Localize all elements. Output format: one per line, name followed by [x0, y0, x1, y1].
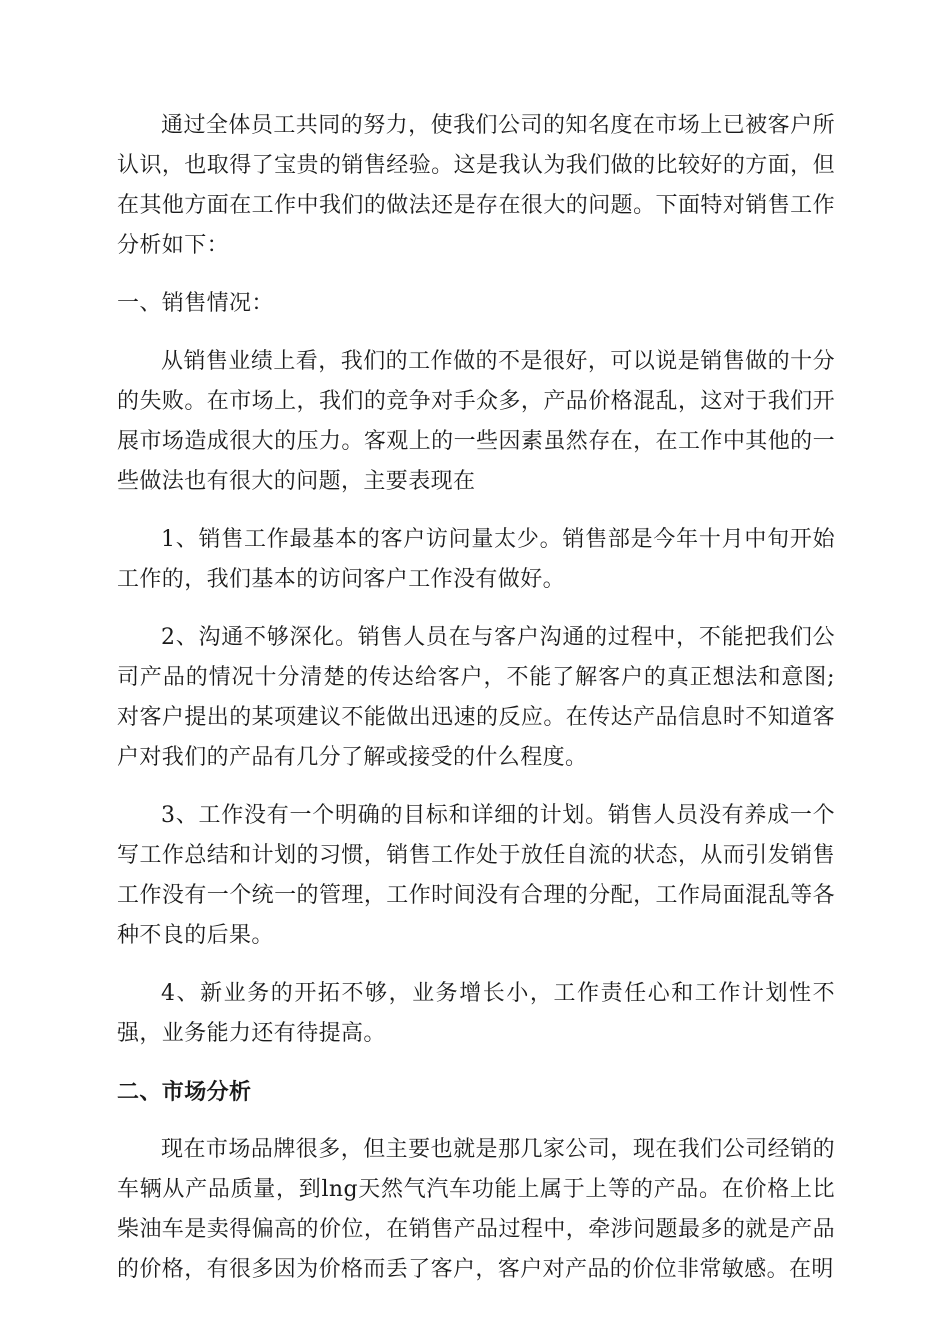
- list-item-1: 1、销售工作最基本的客户访问量太少。销售部是今年十月中旬开始工作的，我们基本的访问客户工作没有做好。: [117, 527, 835, 592]
- list-item-3: 3、工作没有一个明确的目标和详细的计划。销售人员没有养成一个写工作总结和计划的习惯，销售工作处于放任自流的状态，从而引发销售工作没有一个统一的管理，工作时间没有合理的分配，工作局面混乱等各种不良的后果。: [117, 803, 835, 948]
- section-heading-sales: 一、销售情况：: [117, 291, 274, 316]
- sales-summary-paragraph: 从销售业绩上看，我们的工作做的不是很好，可以说是销售做的十分的失败。在市场上，我们的竞争对手众多，产品价格混乱，这对于我们开展市场造成很大的压力。客观上的一些因素虽然存在，在工作中其他的一些做法也有很大的问题，主要表现在: [117, 349, 835, 494]
- document-body: [117, 106, 835, 1308]
- list-item-4: 4、新业务的开拓不够，业务增长小，工作责任心和工作计划性不强，业务能力还有待提高。: [117, 981, 835, 1046]
- section-heading-market: 二、市场分析: [117, 1079, 252, 1105]
- market-analysis-paragraph: 现在市场品牌很多，但主要也就是那几家公司，现在我们公司经销的车辆从产品质量，到lng天然气汽车功能上属于上等的产品。在价格上比柴油车是卖得偏高的价位，在销售产品过程中，牵涉问题最多的就是产品的价格，有很多因为价格而丢了客户，客户对产品的价位非常敏感。在明: [117, 1137, 835, 1282]
- intro-paragraph: 通过全体员工共同的努力，使我们公司的知名度在市场上已被客户所认识，也取得了宝贵的销售经验。这是我认为我们做的比较好的方面，但在其他方面在工作中我们的做法还是存在很大的问题。下面特对销售工作分析如下：: [117, 113, 835, 258]
- list-item-2: 2、沟通不够深化。销售人员在与客户沟通的过程中，不能把我们公司产品的情况十分清楚的传达给客户，不能了解客户的真正想法和意图;对客户提出的某项建议不能做出迅速的反应。在传达产品信息时不知道客户对我们的产品有几分了解或接受的什么程度。: [117, 625, 835, 770]
